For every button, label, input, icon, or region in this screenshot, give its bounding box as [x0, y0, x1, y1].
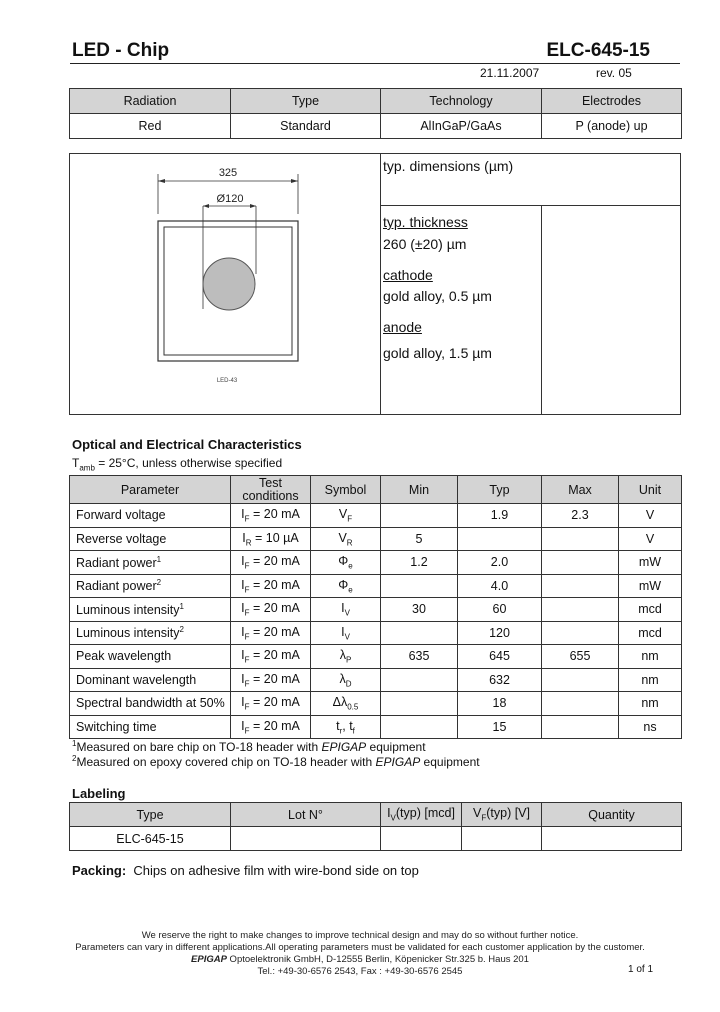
label-cell-type: ELC-645-15 — [70, 827, 231, 851]
condition-cell: $I_F = 20$ mA — [231, 504, 311, 528]
footnote-2-tail: equipment — [420, 755, 480, 769]
label-header-iv: $I_V(typ)$ [mcd] — [381, 803, 462, 827]
chip-drawing — [70, 154, 380, 414]
title-rule — [70, 63, 680, 64]
symbol-cell: $I_V$ — [311, 598, 381, 622]
unit-cell: mW — [619, 574, 682, 598]
max-cell — [542, 692, 619, 716]
characteristics-row — [70, 715, 682, 739]
param-cell: Switching time — [70, 715, 231, 739]
bond-pad-circle — [203, 258, 255, 310]
footnote-2-text: Measured on epoxy covered chip on TO-18 header with — [76, 755, 376, 769]
unit-cell: mW — [619, 551, 682, 575]
typ-cell: 2.0 — [458, 551, 542, 575]
symbol-cell: $t_r$, $t_f$ — [311, 715, 381, 739]
label-cell-vf — [462, 827, 542, 851]
label-cell-iv — [381, 827, 462, 851]
characteristics-row — [70, 551, 682, 575]
cathode-value: gold alloy, 0.5 µm — [383, 288, 492, 304]
max-cell — [542, 621, 619, 645]
unit-cell: mcd — [619, 598, 682, 622]
label-header-type: Type — [70, 803, 231, 827]
summary-header-type: Type — [231, 89, 381, 114]
char-header-unit: Unit — [619, 476, 682, 504]
drawing-caption: LED-43 — [216, 378, 238, 384]
param-cell: Reverse voltage — [70, 527, 231, 551]
footnote-2-marker: 2 — [72, 754, 77, 763]
label-header-lot: Lot N° — [231, 803, 381, 827]
unit-cell: V — [619, 504, 682, 528]
footer-address — [0, 954, 720, 965]
condition-symbol: T — [72, 456, 80, 470]
max-cell — [542, 527, 619, 551]
characteristics-row — [70, 527, 682, 551]
doc-date: 21.11.2007 — [480, 66, 540, 80]
max-cell — [542, 574, 619, 598]
min-cell: 635 — [381, 645, 458, 669]
symbol-cell: $\lambda_P$ — [311, 645, 381, 669]
min-cell: 5 — [381, 527, 458, 551]
param-cell: Spectral bandwidth at 50% — [70, 692, 231, 716]
summary-cell-type: Standard — [231, 114, 381, 139]
max-cell — [542, 715, 619, 739]
footer-disclaimer-1: We reserve the right to make changes to improve technical design and may do so without further notice. — [141, 930, 579, 941]
symbol-cell: $V_R$ — [311, 527, 381, 551]
condition-cell: $I_F = 20$ mA — [231, 668, 311, 692]
unit-cell: nm — [619, 668, 682, 692]
footnote-1 — [72, 739, 426, 754]
labeling-table — [69, 802, 682, 851]
symbol-cell: $\Phi_e$ — [311, 551, 381, 575]
symbol-cell: $\lambda_D$ — [311, 668, 381, 692]
spec-column-divider — [541, 206, 542, 414]
characteristics-row — [70, 574, 682, 598]
condition-cell: $I_F = 20$ mA — [231, 598, 311, 622]
param-cell: Radiant power$^1$ — [70, 551, 231, 575]
char-header-max: Max — [542, 476, 619, 504]
max-cell — [542, 598, 619, 622]
summary-cell-technology: AlInGaP/GaAs — [381, 114, 542, 139]
min-cell — [381, 715, 458, 739]
max-cell: 655 — [542, 645, 619, 669]
dim-325-label: 325 — [218, 167, 238, 179]
chip-drawing-panel — [70, 154, 381, 414]
characteristics-row — [70, 598, 682, 622]
max-cell — [542, 668, 619, 692]
unit-cell: V — [619, 527, 682, 551]
footnote-2 — [72, 754, 480, 769]
param-cell: Forward voltage — [70, 504, 231, 528]
condition-cell: $I_F = 20$ mA — [231, 715, 311, 739]
min-cell: 1.2 — [381, 551, 458, 575]
packing-text: Chips on adhesive film with wire-bond side on top — [133, 863, 419, 878]
packing-note — [72, 863, 419, 878]
characteristics-table — [69, 475, 682, 739]
thickness-label: typ. thickness — [383, 214, 468, 230]
param-cell: Dominant wavelength — [70, 668, 231, 692]
labeling-section-title: Labeling — [72, 786, 126, 801]
characteristics-row — [70, 692, 682, 716]
min-cell — [381, 692, 458, 716]
param-cell: Luminous intensity$^1$ — [70, 598, 231, 622]
footnote-2-brand: EPIGAP — [375, 755, 421, 769]
min-cell: 30 — [381, 598, 458, 622]
symbol-cell: $I_V$ — [311, 621, 381, 645]
param-cell: Peak wavelength — [70, 645, 231, 669]
footer-brand: EPIGAP — [191, 954, 227, 965]
char-header-conditions: Test conditions — [231, 476, 311, 504]
typ-cell: 1.9 — [458, 504, 542, 528]
max-cell — [542, 551, 619, 575]
char-header-typ: Typ — [458, 476, 542, 504]
footnote-1-brand: EPIGAP — [321, 740, 367, 754]
min-cell — [381, 504, 458, 528]
document-title: LED - Chip — [72, 40, 170, 61]
typ-cell: 4.0 — [458, 574, 542, 598]
typ-cell: 632 — [458, 668, 542, 692]
unit-cell: nm — [619, 645, 682, 669]
char-header-symbol: Symbol — [311, 476, 381, 504]
condition-cell: $I_R = 10$ µA — [231, 527, 311, 551]
label-cell-lot — [231, 827, 381, 851]
condition-cell: $I_F = 20$ mA — [231, 645, 311, 669]
part-number: ELC-645-15 — [546, 40, 650, 61]
characteristics-row — [70, 504, 682, 528]
summary-table — [69, 88, 682, 139]
min-cell — [381, 668, 458, 692]
char-header-parameter: Parameter — [70, 476, 231, 504]
param-cell: Luminous intensity$^2$ — [70, 621, 231, 645]
symbol-cell: $\Phi_e$ — [311, 574, 381, 598]
optical-condition — [72, 456, 282, 472]
condition-cell: $I_F = 20$ mA — [231, 551, 311, 575]
typ-cell: 60 — [458, 598, 542, 622]
summary-header-technology: Technology — [381, 89, 542, 114]
summary-header-radiation: Radiation — [70, 89, 231, 114]
typ-cell — [458, 527, 542, 551]
condition-cell: $I_F = 20$ mA — [231, 621, 311, 645]
anode-value: gold alloy, 1.5 µm — [383, 345, 492, 361]
typ-cell: 15 — [458, 715, 542, 739]
summary-header-electrodes: Electrodes — [542, 89, 682, 114]
min-cell — [381, 621, 458, 645]
footnote-1-tail: equipment — [366, 740, 426, 754]
packing-label: Packing: — [72, 863, 127, 878]
condition-subscript: amb — [79, 463, 95, 473]
unit-cell: nm — [619, 692, 682, 716]
doc-revision: rev. 05 — [596, 66, 632, 80]
footnote-1-marker: 1 — [72, 739, 77, 748]
dimensions-label: typ. dimensions (µm) — [383, 158, 514, 174]
typ-cell: 120 — [458, 621, 542, 645]
unit-cell: mcd — [619, 621, 682, 645]
symbol-cell: $V_F$ — [311, 504, 381, 528]
page-number: 1 of 1 — [628, 964, 654, 975]
spec-divider — [381, 205, 680, 206]
symbol-cell: $\Delta\lambda_{0.5}$ — [311, 692, 381, 716]
condition-text: = 25°C, unless otherwise specified — [94, 456, 283, 470]
label-cell-quantity — [542, 827, 682, 851]
typ-cell: 18 — [458, 692, 542, 716]
characteristics-row — [70, 668, 682, 692]
unit-cell: ns — [619, 715, 682, 739]
footer-contact: Tel.: +49-30-6576 2543, Fax : +49-30-6576 2545 — [257, 966, 463, 977]
condition-cell: $I_F = 20$ mA — [231, 574, 311, 598]
footnote-1-text: Measured on bare chip on TO-18 header with — [76, 740, 322, 754]
cathode-label: cathode — [383, 267, 433, 283]
characteristics-row — [70, 621, 682, 645]
thickness-value: 260 (±20) µm — [383, 236, 467, 252]
min-cell — [381, 574, 458, 598]
char-header-min: Min — [381, 476, 458, 504]
anode-label: anode — [383, 319, 422, 335]
dim-diameter-label: Ø120 — [216, 193, 244, 205]
param-cell: Radiant power$^2$ — [70, 574, 231, 598]
max-cell: 2.3 — [542, 504, 619, 528]
footer-disclaimer-2: Parameters can vary in different applications.All operating parameters must be validated for each customer application by the customer. — [75, 942, 645, 953]
condition-cell: $I_F = 20$ mA — [231, 692, 311, 716]
footer-address-text: Optoelektronik GmbH, D-12555 Berlin, Köpenicker Str.325 b. Haus 201 — [226, 954, 529, 965]
summary-cell-radiation: Red — [70, 114, 231, 139]
optical-section-title: Optical and Electrical Characteristics — [72, 437, 302, 452]
summary-cell-electrodes: P (anode) up — [542, 114, 682, 139]
label-header-vf: $V_F(typ)$ [V] — [462, 803, 542, 827]
label-header-quantity: Quantity — [542, 803, 682, 827]
typ-cell: 645 — [458, 645, 542, 669]
characteristics-row — [70, 645, 682, 669]
